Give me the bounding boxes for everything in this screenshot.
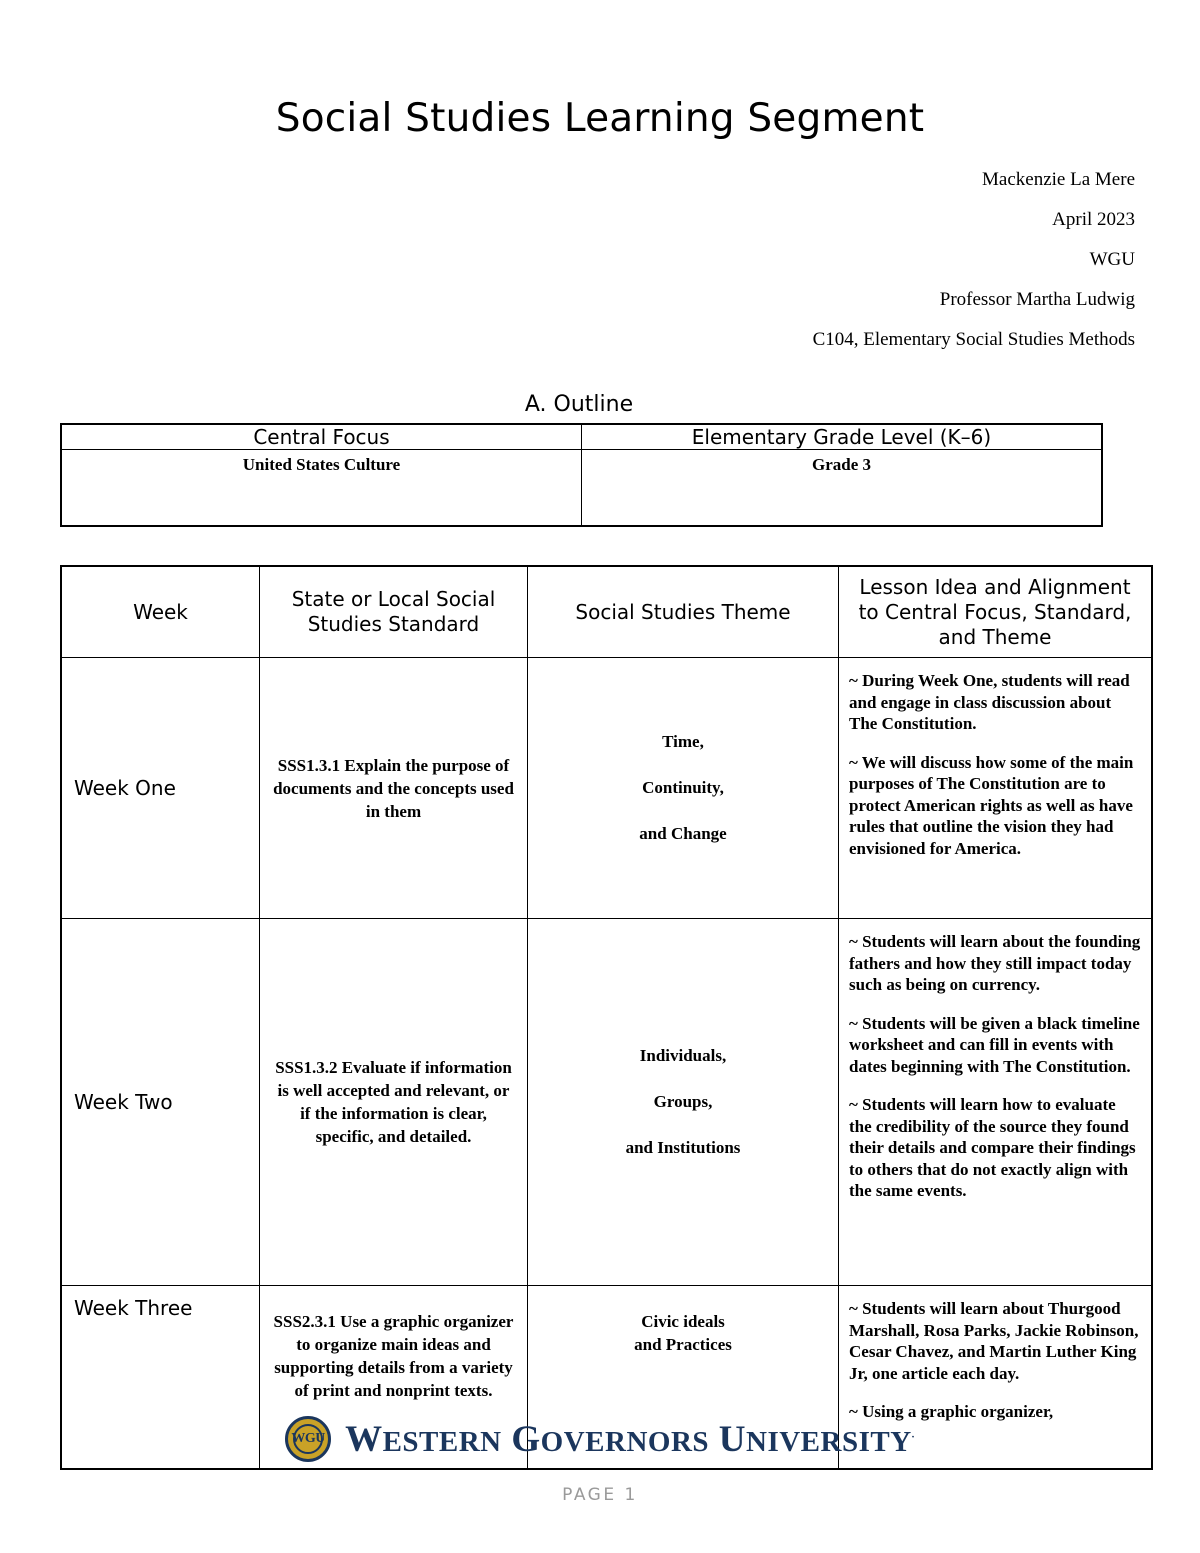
wgu-wordmark — [345, 1418, 915, 1460]
column-header-lesson-idea — [839, 566, 1153, 658]
table-row — [61, 450, 1102, 527]
theme-text — [528, 658, 839, 919]
byline-author: Mackenzie La Mere — [982, 169, 1135, 190]
outline-value-grade-level: Grade 3 — [582, 450, 1103, 527]
column-header-lesson-line3: and Theme — [938, 624, 1052, 649]
outline-header-central-focus: Central Focus — [61, 424, 582, 450]
lesson-bullet: ~ Using a graphic organizer, — [849, 1402, 1054, 1421]
byline-date: April 2023 — [1052, 209, 1135, 230]
lesson-bullet: ~ Students will learn about Thurgood Marshall, Rosa Parks, Jackie Robinson, Cesar Chavez, and Martin Luther King Jr, one article each day. — [849, 1299, 1139, 1383]
theme-line: and Institutions — [625, 1138, 741, 1157]
wordmark-u: U — [709, 1418, 746, 1460]
lesson-bullet: ~ Students will learn how to evaluate the credibility of the source they found their details and compare their findings to others that do not exactly align with the same events. — [849, 1095, 1136, 1200]
column-header-lesson-line1: Lesson Idea and Alignment — [859, 574, 1131, 599]
table-row — [61, 919, 1152, 1286]
standard-text: SSS1.3.1 Explain the purpose of documents and the concepts used in them — [260, 658, 528, 919]
theme-line: and Practices — [634, 1335, 732, 1354]
page-number-footer: PAGE 1 — [562, 1485, 638, 1505]
outline-table — [60, 423, 1103, 527]
lesson-bullet: ~ Students will be given a black timeline worksheet and can fill in events with dates beginning with The Constitution. — [849, 1013, 1140, 1076]
byline-institution: WGU — [1089, 249, 1135, 270]
lesson-bullet: ~ We will discuss how some of the main purposes of The Constitution are to protect American rights as well as have rules that outline the vision they had envisioned for America. — [849, 752, 1134, 858]
standard-text: SSS2.3.1 Use a graphic organizer to organize main ideas and supporting details from a variety of print and nonprint texts. — [260, 1286, 528, 1470]
theme-line: Civic ideals — [641, 1312, 725, 1331]
theme-line: and Change — [639, 824, 727, 843]
table-row — [61, 658, 1152, 919]
wordmark-overnors: OVERNORS — [540, 1425, 710, 1458]
table-header-row — [61, 424, 1102, 450]
column-header-standard-line1: State or Local Social — [291, 587, 496, 611]
column-header-week: Week — [61, 566, 260, 658]
lesson-bullet: ~ During Week One, students will read and engage in class discussion about The Constitution. — [849, 671, 1130, 733]
lesson-idea-text — [839, 919, 1153, 1286]
week-label: Week Three — [61, 1286, 260, 1470]
wgu-seal-label: WGU — [291, 1431, 325, 1446]
theme-line: Groups, — [653, 1092, 713, 1111]
outline-value-central-focus: United States Culture — [61, 450, 582, 527]
table-header-row — [61, 566, 1152, 658]
week-label: Week Two — [61, 919, 260, 1286]
column-header-standard — [260, 566, 528, 658]
column-header-theme: Social Studies Theme — [528, 566, 839, 658]
schedule-table — [60, 565, 1153, 1470]
lesson-bullet: ~ Students will learn about the founding fathers and how they still impact today such as being on currency. — [849, 932, 1141, 994]
outline-header-grade-level: Elementary Grade Level (K–6) — [582, 424, 1103, 450]
wordmark-w: W — [345, 1418, 383, 1460]
theme-line: Continuity, — [642, 778, 724, 797]
theme-line: Individuals, — [639, 1046, 727, 1065]
theme-line: Time, — [662, 732, 704, 751]
week-label: Week One — [61, 658, 260, 919]
page-title: Social Studies Learning Segment — [275, 96, 925, 141]
wordmark-g: G — [501, 1418, 541, 1460]
column-header-lesson-line2: to Central Focus, Standard, — [858, 599, 1132, 624]
lesson-idea-text — [839, 658, 1153, 919]
byline-professor: Professor Martha Ludwig — [939, 289, 1135, 310]
section-heading-outline: A. Outline — [524, 392, 634, 417]
wgu-seal-icon — [285, 1416, 331, 1462]
byline — [60, 160, 1135, 360]
trademark-icon: . — [911, 1428, 915, 1441]
column-header-standard-line2: Studies Standard — [307, 612, 480, 636]
byline-course: C104, Elementary Social Studies Methods — [812, 329, 1135, 350]
wordmark-estern: ESTERN — [382, 1425, 502, 1458]
standard-text: SSS1.3.2 Evaluate if information is well accepted and relevant, or if the information is clear, specific, and detailed. — [260, 919, 528, 1286]
wordmark-niversity: NIVERSITY — [746, 1425, 912, 1458]
wgu-logo — [0, 1416, 1200, 1462]
theme-text — [528, 919, 839, 1286]
